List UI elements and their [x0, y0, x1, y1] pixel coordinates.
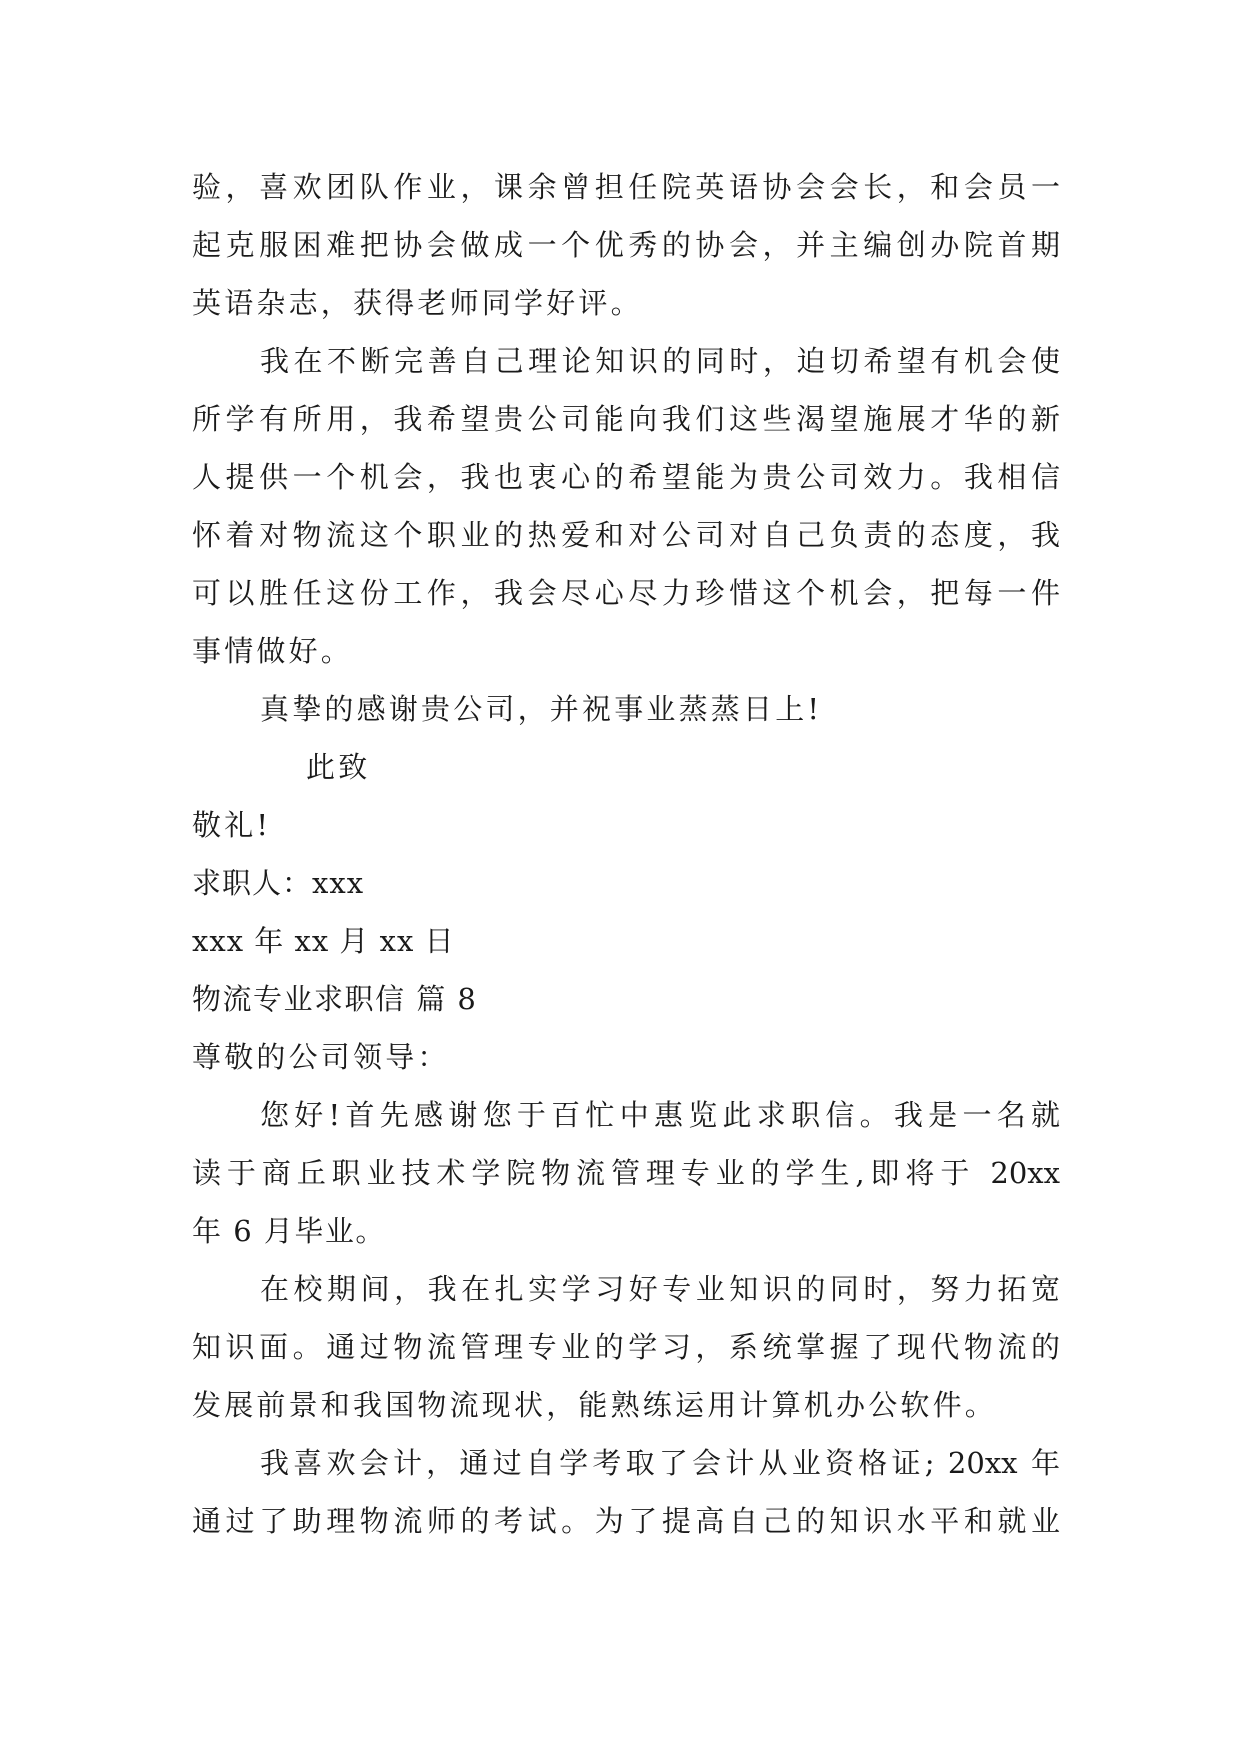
- text-line: 发展前景和我国物流现状，能熟练运用计算机办公软件。: [192, 1388, 998, 1422]
- text-line: 年 6 月毕业。: [192, 1214, 386, 1248]
- text-line: 通过了助理物流师的考试。为了提高自己的知识水平和就业: [192, 1504, 1060, 1538]
- text-line: 人提供一个机会，我也衷心的希望能为贵公司效力。我相信: [192, 460, 1060, 494]
- paragraph-first-line: 在校期间，我在扎实学习好专业知识的同时，努力拓宽: [260, 1272, 1060, 1306]
- text-line: 英语杂志，获得老师同学好评。: [192, 286, 643, 320]
- text-line: 可以胜任这份工作，我会尽心尽力珍惜这个机会，把每一件: [192, 576, 1060, 610]
- text-line: 怀着对物流这个职业的热爱和对公司对自己负责的态度，我: [192, 518, 1060, 552]
- paragraph-first-line: 我在不断完善自己理论知识的同时，迫切希望有机会使: [260, 344, 1060, 378]
- greeting: 尊敬的公司领导：: [192, 1040, 450, 1074]
- section-heading: 物流专业求职信 篇 8: [192, 982, 478, 1016]
- signature-applicant: 求职人：xxx: [192, 866, 365, 900]
- text-line: 起克服困难把协会做成一个优秀的协会，并主编创办院首期: [192, 228, 1060, 262]
- paragraph-first-line: 您好!首先感谢您于百忙中惠览此求职信。我是一名就: [260, 1098, 1060, 1132]
- salutation-regards: 敬礼!: [192, 808, 272, 842]
- paragraph-first-line: 我喜欢会计，通过自学考取了会计从业资格证; 20xx 年: [260, 1446, 1060, 1480]
- salutation-closing: 此致: [306, 750, 371, 784]
- text-line: 知识面。通过物流管理专业的学习，系统掌握了现代物流的: [192, 1330, 1060, 1364]
- text-line: 验，喜欢团队作业，课余曾担任院英语协会会长，和会员一: [192, 170, 1060, 204]
- signature-date: xxx 年 xx 月 xx 日: [192, 924, 455, 958]
- closing-thanks: 真挚的感谢贵公司，并祝事业蒸蒸日上!: [260, 692, 823, 726]
- text-line: 读于商丘职业技术学院物流管理专业的学生,即将于 20xx: [192, 1156, 1060, 1190]
- text-line: 事情做好。: [192, 634, 354, 668]
- text-line: 所学有所用，我希望贵公司能向我们这些渴望施展才华的新: [192, 402, 1060, 436]
